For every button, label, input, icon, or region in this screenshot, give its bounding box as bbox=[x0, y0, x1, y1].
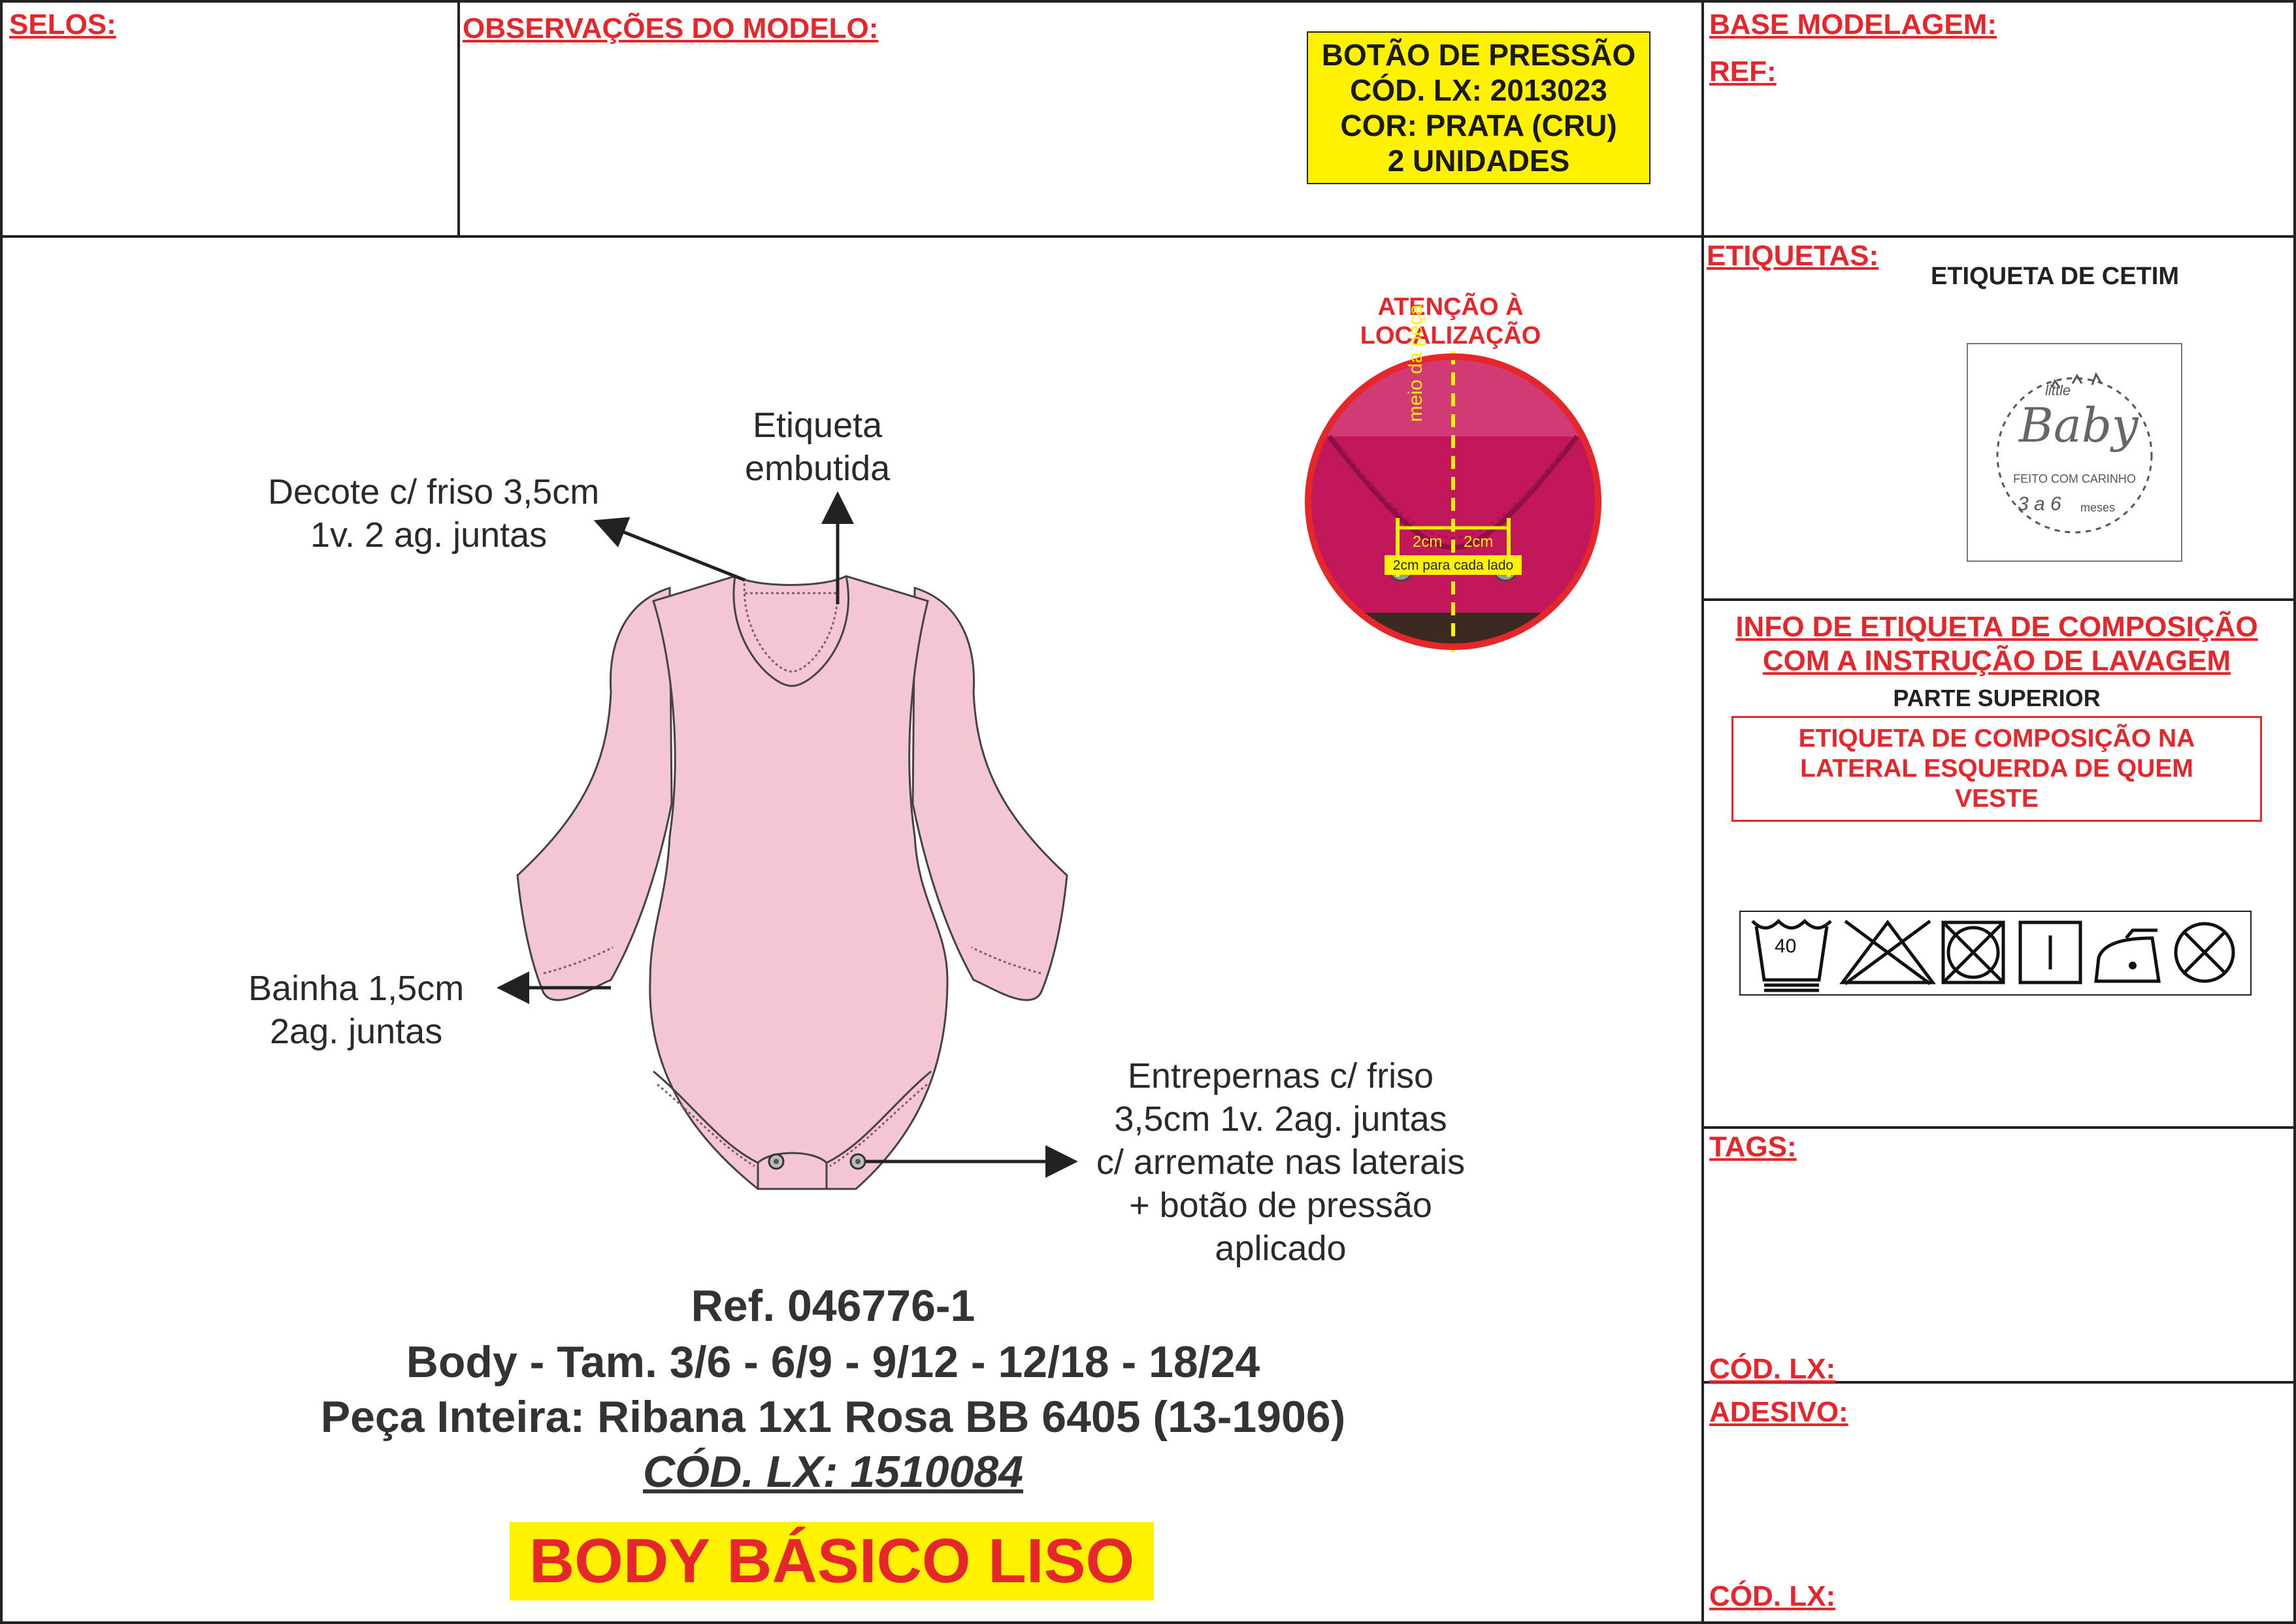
center-line-label: meio da peça bbox=[1405, 304, 1426, 422]
composition-box-line: ETIQUETA DE COMPOSIÇÃO NA bbox=[1798, 724, 2195, 753]
adesivo-cod-label: CÓD. LX: bbox=[1709, 1580, 1836, 1612]
tag-brand-small: little bbox=[2045, 382, 2071, 398]
parte-superior-label: PARTE SUPERIOR bbox=[1893, 685, 2101, 711]
measure-note: 2cm para cada lado bbox=[1392, 558, 1514, 573]
tag-brand: Baby bbox=[2019, 398, 2139, 453]
product-sizes: Body - Tam. 3/6 - 6/9 - 9/12 - 12/18 - 18/24 bbox=[406, 1337, 1260, 1387]
callout-decote bbox=[268, 470, 599, 557]
no-tumble-dry-icon bbox=[1943, 922, 2003, 983]
callout-text: Entrepernas c/ friso bbox=[1127, 1056, 1434, 1096]
wash-temperature: 40 bbox=[1775, 935, 1797, 957]
composition-box-line: LATERAL ESQUERDA DE QUEM bbox=[1800, 755, 2193, 783]
no-dry-clean-icon bbox=[2176, 924, 2233, 981]
composition-title-line: COM A INSTRUÇÃO DE LAVAGEM bbox=[1762, 645, 2231, 677]
product-ref: Ref. 046776-1 bbox=[691, 1281, 976, 1331]
callout-bainha bbox=[248, 967, 464, 1053]
care-symbols-art bbox=[1741, 912, 2250, 994]
product-fabric: Peça Inteira: Ribana 1x1 Rosa BB 6405 (13-1906) bbox=[320, 1392, 1346, 1442]
product-title: BODY BÁSICO LISO bbox=[510, 1522, 1154, 1600]
callout-text: Etiqueta bbox=[753, 406, 883, 445]
no-bleach-icon bbox=[1843, 921, 1933, 984]
satin-tag-image bbox=[1967, 343, 2182, 562]
composition-box-line: VESTE bbox=[1955, 785, 2039, 813]
location-detail-photo bbox=[1303, 351, 1603, 652]
selos-label: SELOS: bbox=[9, 8, 116, 41]
adesivo-label: ADESIVO: bbox=[1709, 1396, 1848, 1428]
observacoes-label: OBSERVAÇÕES DO MODELO: bbox=[463, 12, 879, 44]
callout-text: 3,5cm 1v. 2ag. juntas bbox=[1114, 1099, 1447, 1139]
button-info-line: BOTÃO DE PRESSÃO bbox=[1321, 38, 1636, 72]
product-cod: CÓD. LX: 1510084 bbox=[642, 1447, 1024, 1497]
tag-size-unit: meses bbox=[2080, 501, 2116, 514]
etiquetas-label: ETIQUETAS: bbox=[1707, 240, 1879, 272]
button-info-line: 2 UNIDADES bbox=[1387, 144, 1570, 178]
callout-text: Decote c/ friso 3,5cm bbox=[268, 472, 600, 512]
ref-label: REF: bbox=[1709, 56, 1777, 88]
base-modelagem-label: BASE MODELAGEM: bbox=[1709, 8, 1997, 41]
button-info-line: COR: PRATA (CRU) bbox=[1340, 108, 1617, 142]
composition-title-line: INFO DE ETIQUETA DE COMPOSIÇÃO bbox=[1735, 611, 2258, 643]
care-symbols-strip bbox=[1739, 911, 2252, 996]
callout-text: 2ag. juntas bbox=[270, 1012, 443, 1051]
callout-text: + botão de pressão bbox=[1129, 1186, 1432, 1225]
callout-text: Bainha 1,5cm bbox=[248, 969, 465, 1008]
button-info-line: CÓD. LX: 2013023 bbox=[1350, 73, 1607, 107]
iron-low-icon bbox=[2096, 930, 2159, 981]
composition-location-box bbox=[1731, 716, 2262, 822]
measure-left-label: 2cm bbox=[1413, 533, 1443, 551]
callout-text: embutida bbox=[745, 449, 891, 488]
callout-text: c/ arremate nas laterais bbox=[1096, 1143, 1466, 1182]
measure-right-label: 2cm bbox=[1464, 533, 1494, 551]
attention-line: ATENÇÃO À bbox=[1377, 293, 1524, 321]
tag-size: 3 a 6 bbox=[2018, 493, 2061, 515]
satin-label-title: ETIQUETA DE CETIM bbox=[1931, 263, 2179, 290]
composition-title bbox=[1703, 610, 2291, 678]
attention-title bbox=[1307, 293, 1594, 350]
callout-text: 1v. 2 ag. juntas bbox=[310, 515, 548, 555]
tag-subtitle: FEITO COM CARINHO bbox=[2013, 472, 2136, 485]
tags-cod-label: CÓD. LX: bbox=[1709, 1353, 1836, 1385]
callout-entrepernas bbox=[1072, 1054, 1490, 1270]
tags-label: TAGS: bbox=[1709, 1131, 1797, 1163]
line-dry-icon bbox=[2020, 922, 2080, 983]
callout-text: aplicado bbox=[1215, 1229, 1347, 1268]
callout-etiqueta bbox=[745, 404, 890, 490]
attention-line: LOCALIZAÇÃO bbox=[1360, 322, 1541, 349]
